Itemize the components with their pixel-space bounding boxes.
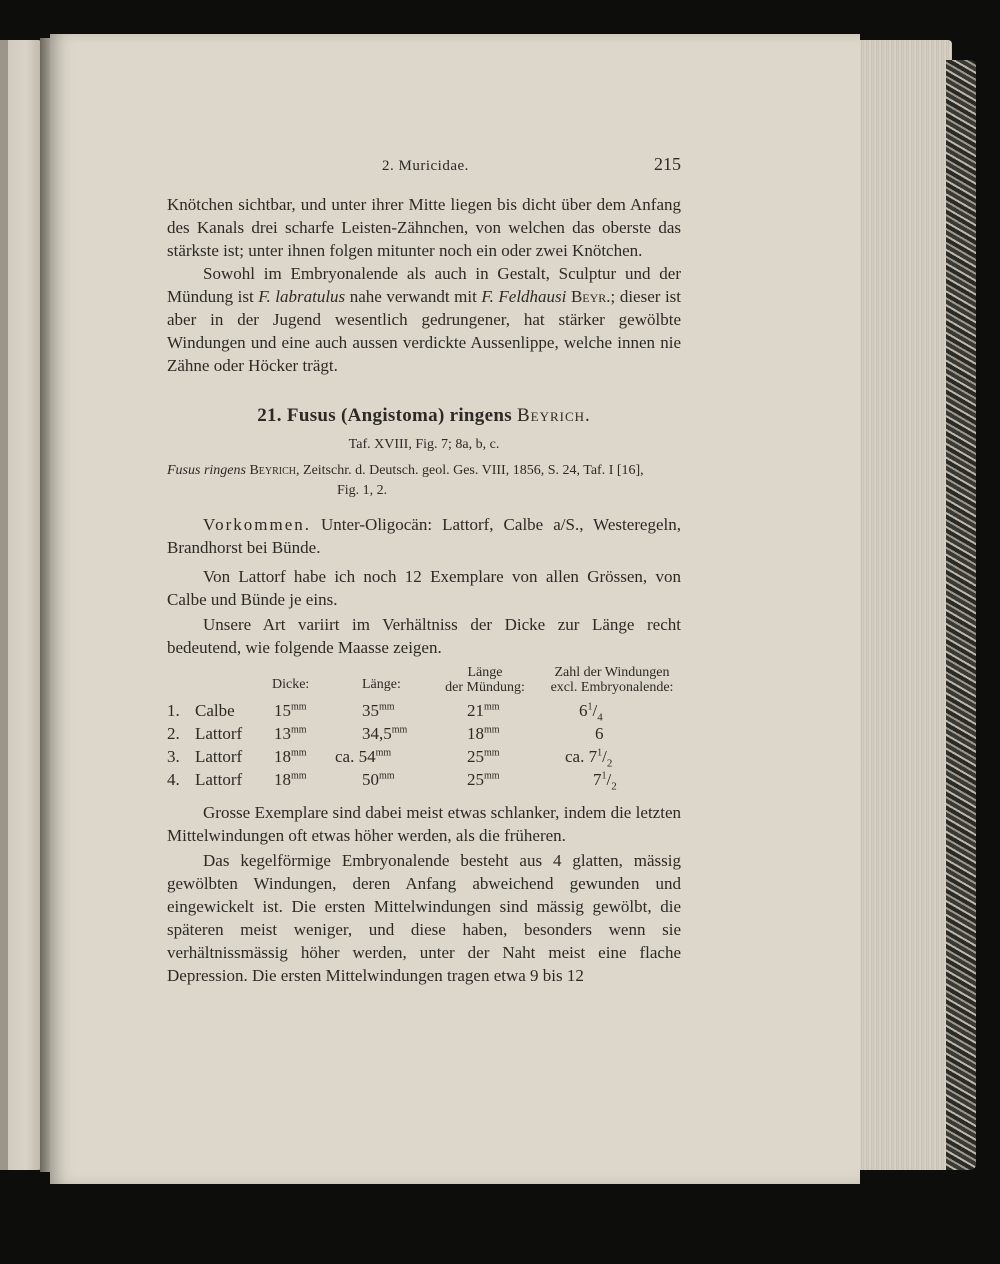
- page-content: [167, 150, 681, 987]
- paragraph-comparison: Sowohl im Embryonalende als auch in Gestalt, Sculptur und der Mündung ist F. labratulus nahe verwandt mit F. Feldhausi Beyr.; dieser ist aber in der Jugend wesentlich gedrungener, hat stärker gewölbte Windungen und eine auch aussen verdickte Aussenlippe, welche innen nie Zähne oder Höcker trägt.: [167, 264, 682, 375]
- table-header-laenge: Länge:: [362, 677, 401, 692]
- paragraph: Knötchen sichtbar, und unter ihrer Mitte liegen bis dicht über dem Anfang des Kanals drei scharfe Leisten-Zähnchen, von welchen das oberste das stärkste ist; unter ihnen folgen mitunter noch ein oder zwei Knötchen.: [167, 195, 681, 260]
- synonym-name: Fusus ringens: [167, 463, 246, 478]
- species-title-name: Fusus (Angistoma) ringens: [286, 405, 512, 426]
- plate-reference: Taf. XVIII, Fig. 7; 8a, b, c.: [348, 437, 500, 452]
- synonym-citation: Zeitschr. d. Deutsch. geol. Ges. VIII, 1856, S. 24, Taf. I [16],: [303, 463, 644, 478]
- synonym-author: Beyrich,: [249, 463, 300, 478]
- species-name: F. Feldhausi: [481, 287, 567, 306]
- measurement-table: Dicke: Länge: Länge der Mündung: Zahl der Windungen excl. Embryonalende: 1. Calbe $15^{mm}$ $35^{mm}$ $21^{mm}$ $6^1/_4$ 2. Lattorf $13^{mm}$ $34,5^{mm}$ $18^{mm}$ 6 3. Lattorf $18^{mm}$ ca. $54^{mm}$ $25^{mm}$ ca. $7^1/_2$ 4. Lattorf $18^{mm}$ $50^{mm}$ $25^{mm}$ $7^1/_2$: [167, 665, 681, 797]
- table-header-dicke: Dicke:: [272, 677, 310, 692]
- page-number: 215: [654, 154, 681, 174]
- species-number: 21.: [257, 405, 282, 426]
- species-author: Beyrich.: [516, 405, 591, 426]
- table-header-windungen: Zahl der Windungen excl. Embryonalende:: [550, 665, 674, 695]
- author-name: Beyr.: [570, 287, 611, 306]
- species-name: F. labratulus: [258, 287, 346, 306]
- paragraph: Unsere Art variirt im Verhältniss der Dicke zur Länge recht bedeutend, wie folgende Maasse zeigen.: [167, 615, 681, 657]
- paragraph-occurrence: Vorkommen. Unter-Oligocän: Lattorf, Calbe a/S., Westeregeln, Brandhorst bei Bünde.: [167, 515, 681, 557]
- synonymy: [167, 461, 681, 501]
- occurrence-label: Vorkommen.: [203, 515, 311, 534]
- running-head: 2. Muricidae.: [382, 158, 469, 174]
- book-cover-marbled: [946, 60, 976, 1170]
- species-heading: [167, 405, 681, 427]
- left-page-edge: [0, 40, 8, 1170]
- page-edges: [852, 40, 952, 1170]
- page-header: [167, 150, 681, 178]
- paragraph: Das kegelförmige Embryonalende besteht aus 4 glatten, mässig gewölbten Windungen, deren Anfang abweichend gewunden und eingewickelt ist. Die ersten Mittelwindungen sind mässig gewölbt, die späteren meist weniger, und diese haben, besonders wenn sie verhältnissmässig höher werden, unter der Naht meist eine flache Depression. Die ersten Mittelwindungen tragen etwa 9 bis 12: [167, 851, 681, 985]
- paragraph: Grosse Exemplare sind dabei meist etwas schlanker, indem die letzten Mittelwindungen oft etwas höher werden, als die früheren.: [167, 803, 681, 845]
- paragraph: Von Lattorf habe ich noch 12 Exemplare von allen Grössen, von Calbe und Bünde je eins.: [167, 567, 681, 609]
- table-header-muendung: Länge der Mündung:: [445, 665, 525, 695]
- synonym-citation-cont: Fig. 1, 2.: [337, 483, 388, 498]
